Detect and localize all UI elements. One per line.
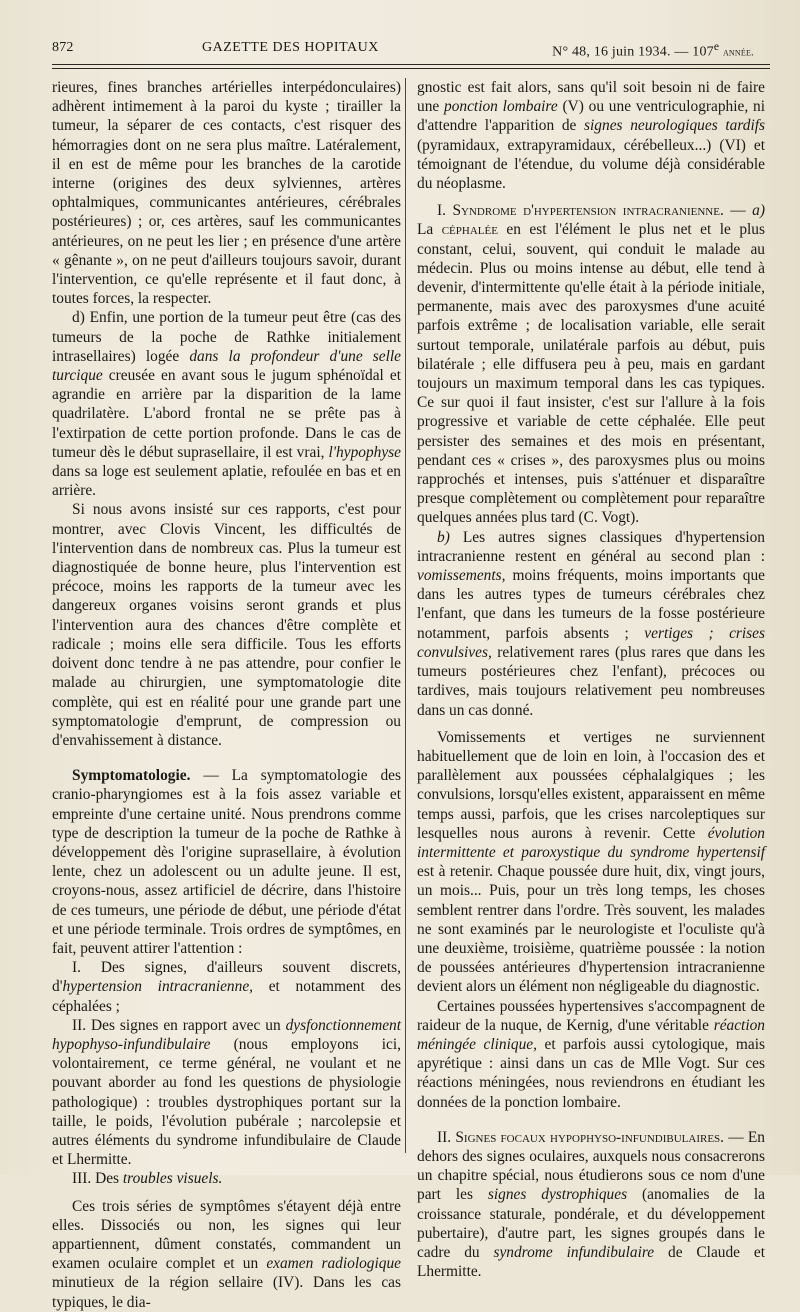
paragraph: rieures, fines branches artérielles interpédonculaires) adhèrent intimement à la paroi du kyste ; tirailler la tumeur, la séparer de ces contacts, c'est risquer des hémorragies dont on ne sera plus maître. Latéralement, il en est de même pour les branches de la carotide interne (origines des deux sylviennes, artères ophtalmiques, communicantes antérieures, cérébrales postérieures) ; or, ces artères, sauf les communicantes antérieures, on ne peut les lier ; en présence d'une artère « gênante », on ne peut d'ailleurs toujours savoir, durant l'intervention, ce qu'elle représente et il faut donc, à toutes forces, la respecter.: [52, 79, 401, 308]
journal-title: GAZETTE DES HOPITAUX: [202, 40, 379, 55]
paragraph: Ces trois séries de symptômes s'étayent déjà entre elles. Dissociés ou non, les signes qui leur appartiennent, dûment constatés, commandent un examen oculaire complet et un examen radiologique minutieux de la région sellaire (IV). Dans les cas typiques, le dia-: [52, 1197, 401, 1311]
section-heading: Symptomatologie.: [72, 767, 191, 785]
section-paragraph: Symptomatologie. — La symptomatologie des cranio-pharyngiomes est à la fois assez variable et empreinte d'une certaine unité. Nous prendrons comme type de description la tumeur de la poche de Rathke à développement dès l'origine suprasellaire, à évolution lente, chez un adolescent ou un adulte jeune. Il est, croyons-nous, assez artificiel de décrire, dans l'histoire de ces tumeurs, une période de début, une période d'état et une période terminale. Trois ordres de symptômes, en fait, peuvent attirer l'attention :: [52, 767, 401, 957]
right-column: [417, 78, 765, 1281]
list-item: I. Des signes, d'ailleurs souvent discrets, d'hypertension intracranienne, et notamment des céphalées ;: [52, 959, 401, 1015]
paragraph: Vomissements et vertiges ne surviennent habituellement que de loin en loin, à l'occasion des et parallèlement aux poussées céphalalgiques ; les convulsions, lorsqu'elles existent, apparaissent en même temps aussi, parfois, que les crises narcoleptiques sur lesquelles nous aurons à revenir. Cette évolution intermittente et paroxystique du syndrome hypertensif est à retenir. Chaque poussée dure huit, dix, vingt jours, un mois... Puis, pour un très long temps, les choses semblent rentrer dans l'ordre. Très souvent, les malades ne sont examinés par le neurologiste et l'oculiste qu'à une deuxième, troisième, quatrième poussée : la notion de poussées antérieures d'hypertension intracranienne devient alors un élément non négligeable du diagnostic.: [417, 728, 765, 996]
section-paragraph: II. Signes focaux hypophyso-infundibulaires. — En dehors des signes oculaires, auxquels nous consacrerons un chapitre spécial, nous étudierons sous ce nom d'une part les signes dystrophiques (anomalies de la croissance staturale, pondérale, et du développement pubertaire), d'autre part, les signes groupés dans le cadre du syndrome infundibulaire de Claude et Lhermitte.: [417, 1128, 765, 1281]
section-heading: I. Syndrome d'hypertension intracranienne.: [437, 202, 724, 220]
issue-info: N° 48, 16 juin 1934. — 107e année.: [552, 40, 754, 60]
left-column: [52, 78, 401, 1312]
header-rule-thin: [52, 68, 770, 69]
section-paragraph: I. Syndrome d'hypertension intracranienne. — a) La céphalée en est l'élément le plus net et le plus constant, celui, souvent, qui conduit le malade au médecin. Plus ou moins intense au début, elle tend à devenir, d'intermittente qu'elle était à la période initiale, permanente, mais avec des paroxysmes d'une acuité parfois extrême ; de localisation variable, elle serait surtout temporale, unilatérale parfois au début, puis bilatérale ; elle diffusera peu à peu, mais en gardant toujours un maximum temporal dans les cas typiques. Ce sur quoi il faut insister, c'est sur l'allure à la fois progressive et variable de cette céphalée. Elle peut persister des semaines et des mois en présentant, pendant ces « crises », des paroxysmes plus ou moins rapprochés et intenses, puis s'atténuer et disparaître presque complètement ou complètement pour reparaître quelques années plus tard (C. Vogt).: [417, 202, 765, 527]
paragraph: gnostic est fait alors, sans qu'il soit besoin ni de faire une ponction lombaire (V) ou une ventriculographie, ni d'attendre l'apparition de signes neurologiques tardifs (pyramidaux, extrapyramidaux, cérébelleux...) (VI) et témoignant de l'étendue, du volume déjà considérable du néoplasme.: [417, 79, 765, 193]
list-item: II. Des signes en rapport avec un dysfonctionnement hypophyso-infundibulaire (nous employons ici, volontairement, ce terme général, ne voulant et ne pouvant aborder au fond les questions de physiologie pathologique) : troubles dystrophiques portant sur la taille, le poids, l'évolution pubérale ; narcolepsie et autres éléments du syndrome infundibulaire de Claude et Lhermitte.: [52, 1016, 401, 1169]
paragraph: Certaines poussées hypertensives s'accompagnent de raideur de la nuque, de Kernig, d'une véritable réaction méningée clinique, et parfois aussi cytologique, mais apyrétique : ainsi dans un cas de Mlle Vogt. Sur ces réactions méningées, nous reviendrons en étudiant les données de la ponction lombaire.: [417, 997, 765, 1111]
section-heading: II. Signes focaux hypophyso-infundibulaires.: [437, 1128, 725, 1146]
running-header: [52, 40, 770, 60]
paragraph: d) Enfin, une portion de la tumeur peut être (cas des tumeurs de la poche de Rathke initialement intrasellaires) logée dans la profondeur d'une selle turcique creusée en avant sous le jugum sphénoïdal et agrandie en arrière par la disparition de la lame quadrilatère. L'abord frontal ne se prête pas à l'extirpation de cette portion profonde. Dans le cas de tumeur dès le début suprasellaire, il est vrai, l'hypophyse dans sa loge est seulement aplatie, refoulée en bas et en arrière.: [52, 309, 401, 500]
column-divider: [405, 78, 406, 1153]
paragraph: b) Les autres signes classiques d'hypertension intracranienne restent en général au second plan : vomissements, moins fréquents, moins importants que dans les autres types de tumeurs cérébrales chez l'enfant, que dans les tumeurs de la fosse postérieure notamment, parfois absents ; vertiges ; crises convulsives, relativement rares (plus rares que dans les tumeurs postérieures chez l'enfant), précoces ou tardives, mais toujours relativement peu nombreuses dans un cas donné.: [417, 528, 765, 719]
header-rule-thick: [52, 64, 770, 65]
paragraph: Si nous avons insisté sur ces rapports, c'est pour montrer, avec Clovis Vincent, les difficultés de l'intervention dans de nombreux cas. Plus la tumeur est diagnostiquée de bonne heure, plus l'intervention est précoce, moins les rapports de la tumeur avec les dangereux organes voisins seront grands et plus l'intervention aura des chances d'être complète et radicale ; moins elle sera difficile. Tous les efforts doivent donc tendre à ne pas attendre, pour confier le malade au chirurgien, une symptomatologie dite complète, qui est en réalité pour une grande part une symptomatologie d'emprunt, de compression ou d'envahissement à distance.: [52, 501, 401, 749]
page-number: 872: [52, 40, 74, 55]
list-item: III. Des troubles visuels.: [72, 1170, 223, 1188]
